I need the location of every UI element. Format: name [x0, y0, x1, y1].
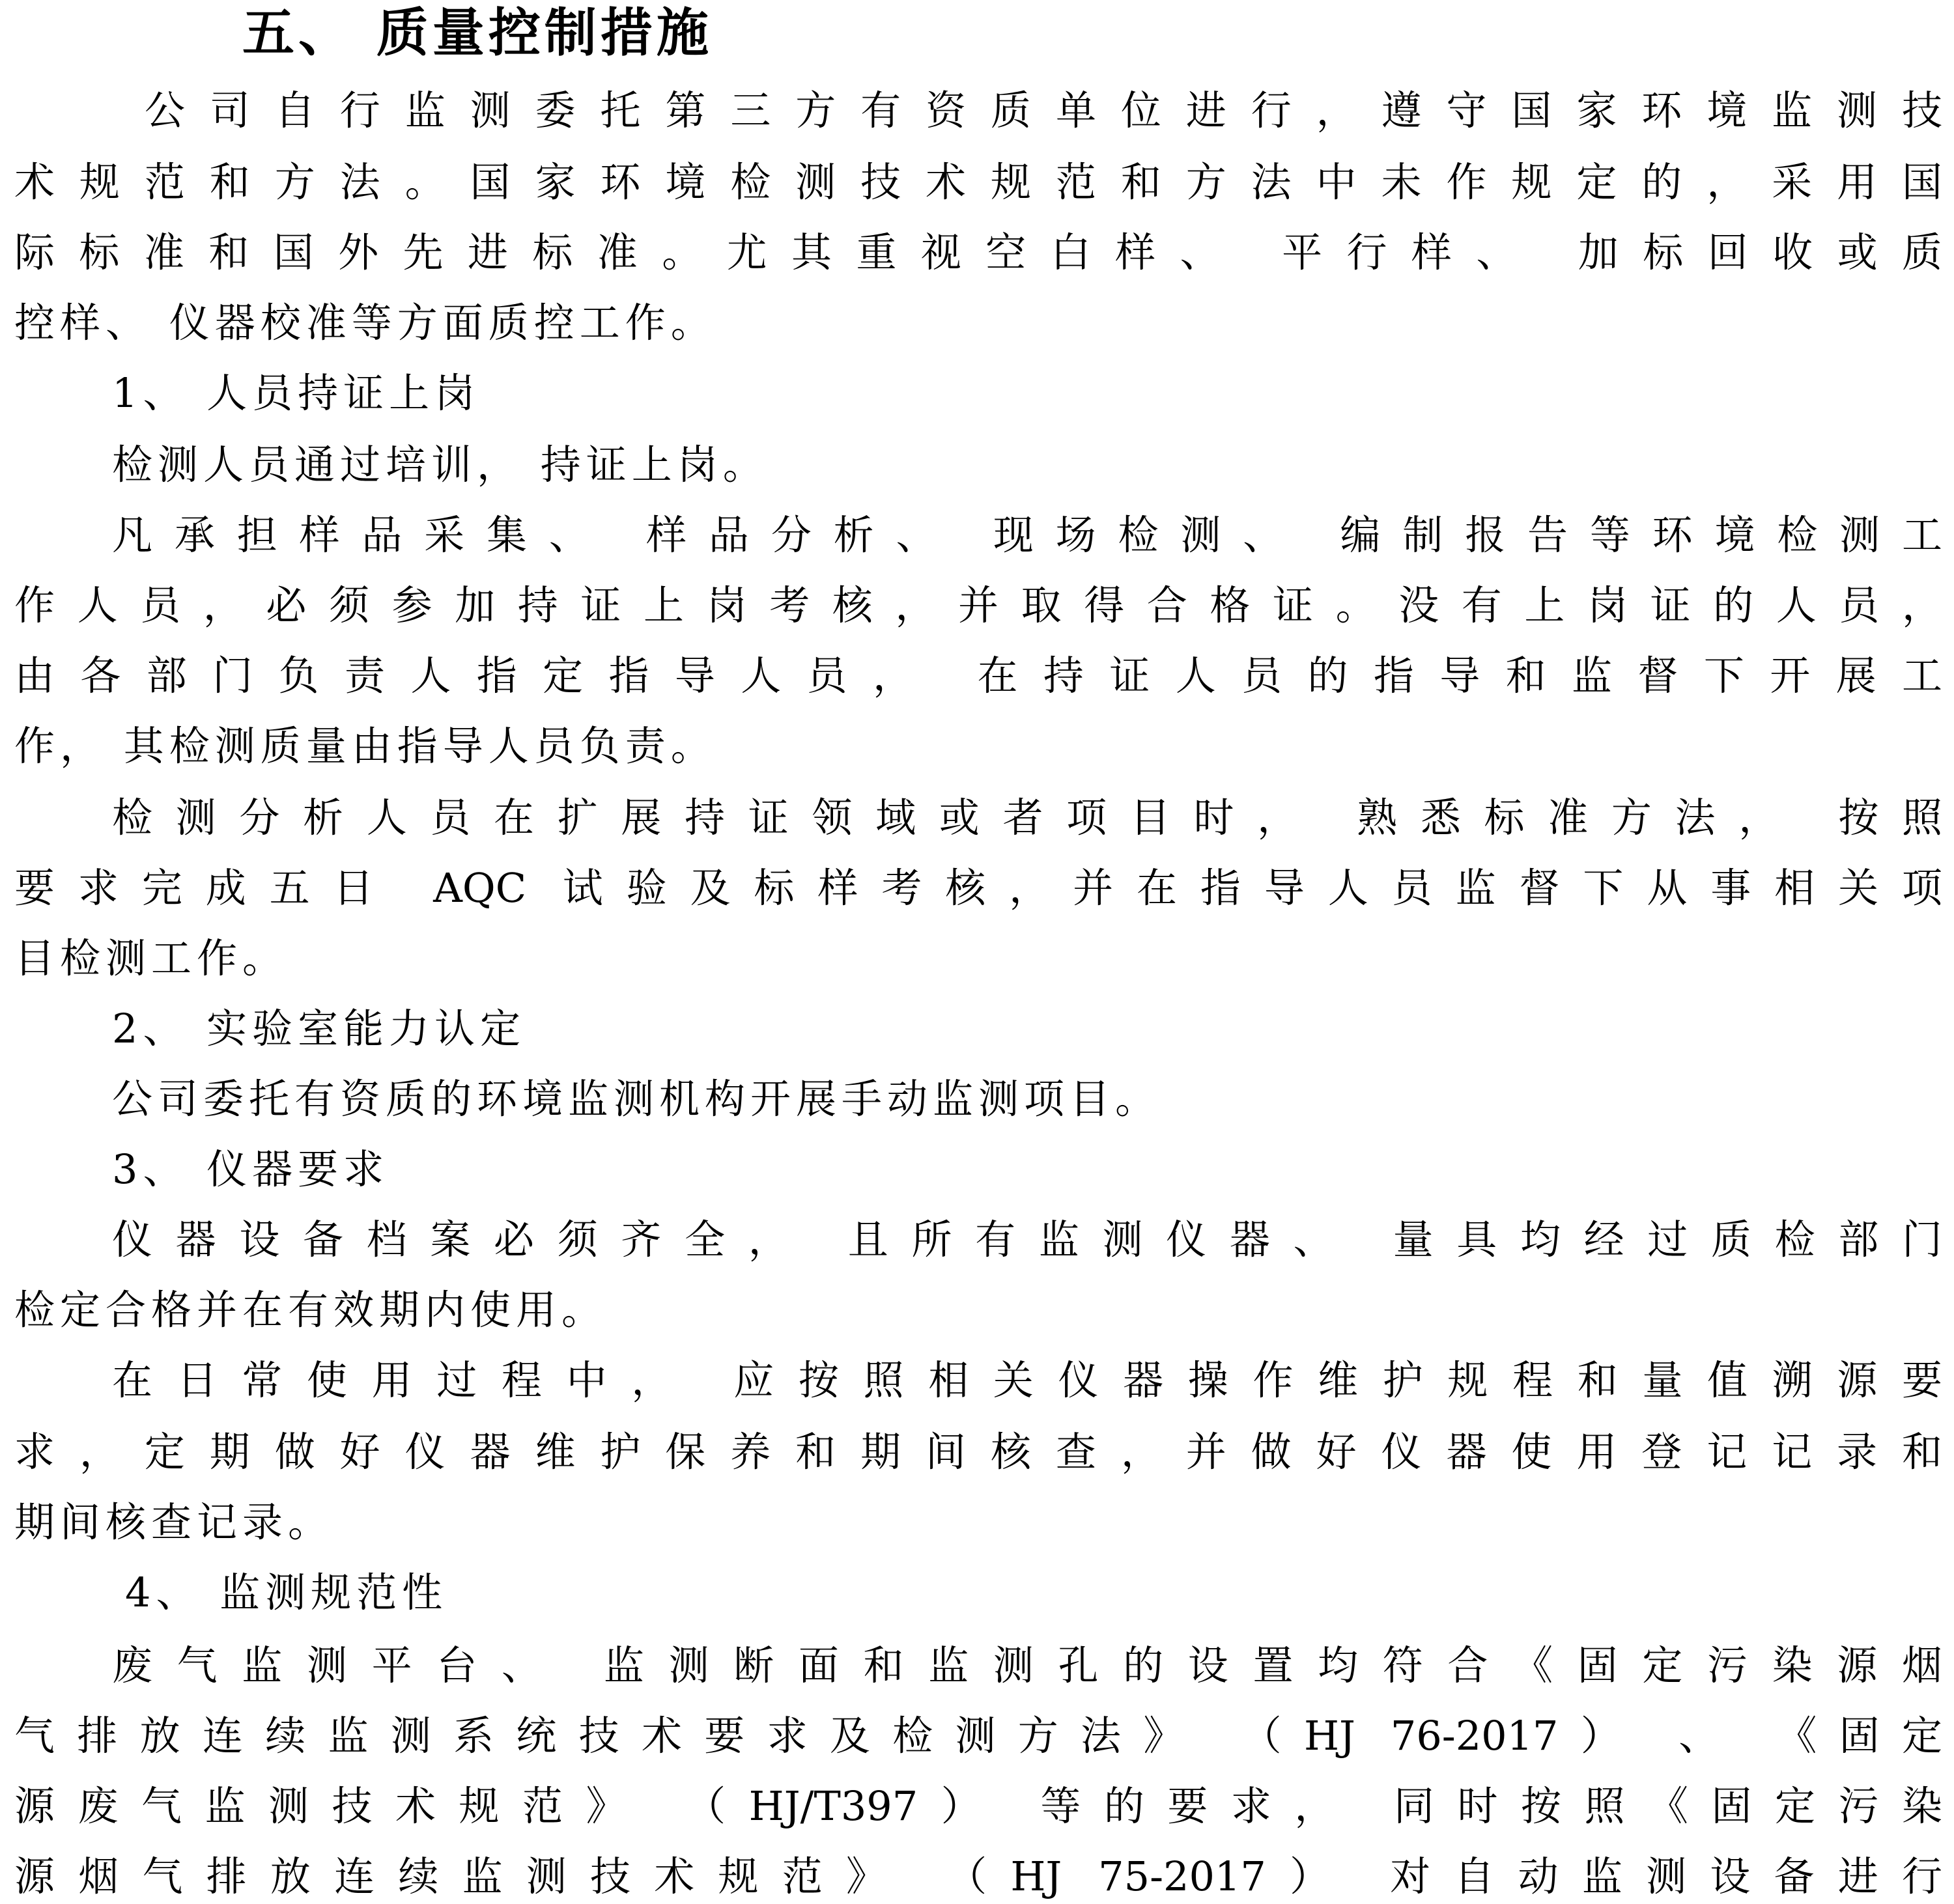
paragraph-line: 由各部门负责人指定指导人员， 在持证人员的指导和监督下开展工: [14, 652, 1942, 699]
paragraph-line: 仪器设备档案必须齐全， 且所有监测仪器、 量具均经过质检部门: [112, 1216, 1942, 1263]
paragraph-line: 控样、 仪器校准等方面质控工作。: [14, 299, 716, 346]
paragraph-line: 目检测工作。: [14, 934, 289, 982]
paragraph-line: 源烟气排放连续监测技术规范》 （HJ 75-2017） 对自动监测设备进行: [14, 1853, 1942, 1900]
paragraph-line: 际标准和国外先进标准。尤其重视空白样、 平行样、 加标回收或质: [14, 229, 1942, 276]
paragraph-line: 检测人员通过培训， 持证上岗。: [112, 441, 769, 488]
paragraph-line: 作， 其检测质量由指导人员负责。: [14, 722, 716, 770]
paragraph-line: 废气监测平台、 监测断面和监测孔的设置均符合《固定污染源烟: [112, 1642, 1942, 1689]
paragraph-line: 凡承担样品采集、 样品分析、 现场检测、 编制报告等环境检测工: [112, 511, 1942, 559]
paragraph-line: 1、 人员持证上岗: [112, 369, 481, 417]
paragraph-line: 术规范和方法。国家环境检测技术规范和方法中未作规定的，采用国: [14, 158, 1942, 206]
paragraph-line: 作人员，必须参加持证上岗考核，并取得合格证。没有上岗证的人员，: [14, 581, 1942, 629]
paragraph-line: 公司委托有资质的环境监测机构开展手动监测项目。: [112, 1075, 1161, 1123]
paragraph-line: 3、 仪器要求: [112, 1145, 389, 1193]
paragraph-line: 2、 实验室能力认定: [112, 1005, 526, 1052]
paragraph-line: 检定合格并在有效期内使用。: [14, 1286, 608, 1334]
paragraph-line: 公司自行监测委托第三方有资质单位进行，遵守国家环境监测技: [145, 87, 1942, 134]
paragraph-line: 源废气监测技术规范》 （HJ/T397） 等的要求， 同时按照《固定污染: [14, 1782, 1942, 1830]
paragraph-line: 检测分析人员在扩展持证领域或者项目时， 熟悉标准方法， 按照: [112, 794, 1942, 841]
paragraph-line: 气排放连续监测系统技术要求及检测方法》 （HJ 76-2017） 、 《固定: [14, 1712, 1942, 1759]
paragraph-line: 4、 监测规范性: [125, 1569, 448, 1616]
paragraph-line: 要求完成五日 AQC 试验及标样考核，并在指导人员监督下从事相关项: [14, 864, 1942, 912]
paragraph-line: 期间核查记录。: [14, 1498, 334, 1546]
paragraph-line: 求，定期做好仪器维护保养和期间核查，并做好仪器使用登记记录和: [14, 1428, 1942, 1476]
paragraph-line: 在日常使用过程中， 应按照相关仪器操作维护规程和量值溯源要: [112, 1356, 1942, 1404]
section-title: 五、 质量控制措施: [242, 2, 713, 63]
